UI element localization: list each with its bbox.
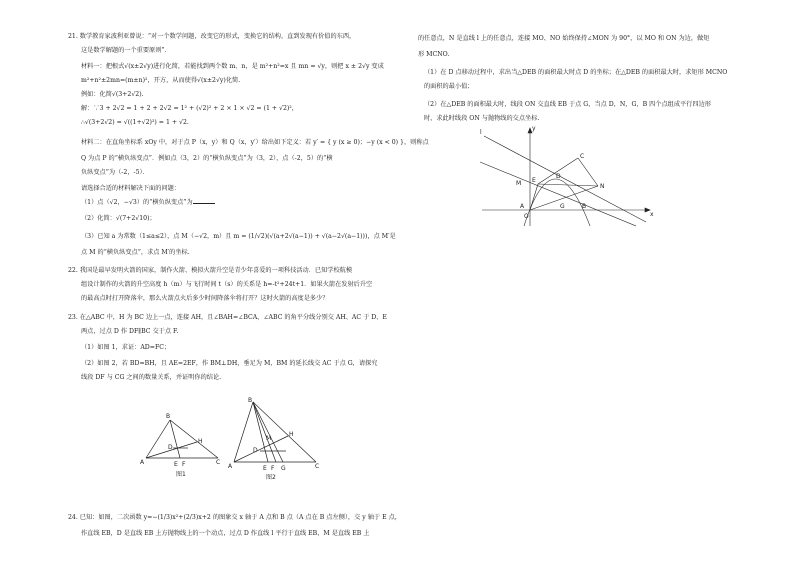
q24-right-line4: 的面积的最小值； (424, 83, 474, 90)
fig24-label-E: E (532, 177, 536, 184)
q21-material1-b: m²+n²±2mn=(m±n)²，开方，从而使得√(x±2√y)化简. (81, 77, 241, 84)
q22-line1: 22. 我国是最早发明火箭的国家，制作火箭、模拟火箭升空是青少年喜爱的一项科技活动．已知学校航模 (68, 267, 353, 274)
q23-sub2-b: 线段 DF 与 CG 之间的数量关系，并证明你的结论. (81, 374, 222, 381)
fig2-label-E: E (263, 465, 267, 472)
q24-line2: 作直线 EB，D 是直线 EB 上方抛物线上的一个动点，过点 D 作直线 l 平行于直线 EB，M 是直线 EB 上 (81, 530, 370, 537)
fig2-label-F: F (271, 465, 275, 472)
fig24-label-D: D (556, 173, 561, 180)
q23-sub2-a: （2）如图 2，若 BD=BH，且 AE=2EF，作 BM⊥DH，垂足为 M，BM 的延长线交 AC 于点 G，请探究 (81, 360, 378, 367)
q24-right-line6: 时，求此时线段 ON 与抛物线的交点坐标. (424, 115, 540, 122)
fig1-caption: 图1 (176, 471, 186, 478)
fig1-label-E: E (174, 461, 178, 468)
q23-sub1: （1）如图 1，求证：AD=FC； (81, 344, 171, 351)
q22-line3: 的最高点时打开降落伞，那么火箭点火后多少时间降落伞将打开？这时火箭的高度是多少？ (81, 295, 329, 302)
fig1-label-H: H (198, 438, 203, 445)
fig2-label-B: B (248, 397, 253, 404)
q21-example-line1: 解：∵3 + 2√2 = 1 + 2 + 2√2 = 1² + (√2)² + 2 × 1 × √2 = (1 + √2)²， (81, 105, 298, 112)
q21-intro-line1: 21. 数学教育家波利亚曾说：“对一个数学问题，改变它的形式，变换它的结构，直到发现有价值的东西， (68, 33, 356, 40)
fig1-label-C: C (216, 459, 221, 466)
q21-task: 请选择合适的材料解决下面的问题： (81, 185, 180, 192)
fig1-label-B: B (166, 413, 171, 420)
q23-line2: 两点，过点 D 作 DF∥BC 交于点 F. (81, 328, 179, 335)
fig24-label-x: x (650, 211, 654, 218)
q21-sub3-a: （3）已知 a 为常数（1≤a≤2），点 M（−√2，m）且 m = (1/√2)(√(a+2√(a−1)) + √(a−2√(a−1)))，点 M′是 (81, 233, 396, 240)
q21-example-label: 例如：化简√(3+2√2). (81, 91, 144, 98)
q21-sub1 (81, 197, 215, 208)
q21-material2-b: Q 为点 P 的“横负纵变点”．例如点（3，2）的“横负纵变点”为（3，2），点（-2，5）的“横 (81, 155, 333, 162)
q23-figures (140, 396, 340, 480)
q24-figure-lines (480, 128, 650, 226)
q21-sub1-text: （1）点（√2，−√3）的“横负纵变点”为 (81, 199, 193, 206)
fig24-label-l: l (480, 129, 482, 136)
fig24-label-y: y (532, 125, 536, 132)
fig24-label-A: A (520, 203, 525, 210)
q24-right-line1: 的任意点，N 是直线 l 上的任意点，连接 MO、NO 始终保持∠MON 为 90°，以 MO 和 ON 为边，做矩 (418, 35, 710, 42)
fig24-label-C: C (580, 153, 585, 160)
fig24-label-M: M (516, 180, 522, 187)
answer-blank (193, 197, 215, 204)
fig2-label-C: C (315, 463, 320, 470)
fig2-label-H: H (289, 431, 294, 438)
q24-figure (472, 122, 662, 228)
q24-right-line2: 形 MCNO. (418, 51, 450, 58)
fig1-label-D: D (168, 444, 173, 451)
fig2-caption: 图2 (266, 474, 276, 480)
figure2-lines (234, 402, 316, 462)
fig24-label-O: O (524, 213, 529, 220)
q21-material2-a: 材料二：在直角坐标系 xOy 中，对于点 P（x，y）和 Q（x，y′）给出如下定义：若 y′ = { y (x ≥ 0)；−y (x < 0) }，则称点 (81, 139, 429, 146)
q21-material1-a: 材料一：把根式√(x±2√y)进行化简，若能找到两个数 m、n，是 m²+n²=x 且 mn = √y，则把 x ± 2√y 变成 (81, 63, 384, 70)
figure1-lines (146, 420, 218, 458)
fig2-label-D: D (253, 447, 258, 454)
fig2-label-G: G (281, 465, 286, 472)
q22-line2: 组设计制作的火箭的升空高度 h（m）与飞行时间 t（s）的关系是 h=-t²+24t+1．如果火箭在发射后升空 (81, 281, 373, 288)
fig24-label-G: G (560, 203, 565, 210)
q23-line1: 23. 在△ABC 中，H 为 BC 边上一点，连接 AH，且∠BAH=∠BCA，∠ABC 的角平分线分别交 AH、AC 于 D、E (68, 314, 387, 321)
fig2-label-A: A (228, 463, 233, 470)
fig2-label-M: M (266, 435, 272, 442)
fig1-label-A: A (140, 459, 145, 466)
q24-line1: 24. 已知：如图，二次函数 y=−(1/3)x²+(2/3)x+2 的图象交 x 轴于 A 点和 B 点（A 点在 B 点左侧），交 y 轴于 E 点， (68, 514, 401, 521)
q21-example-line2: ∴√(3+2√2) = √((1+√2)²) = 1 + √2. (81, 119, 189, 126)
q24-right-line5: （2）在△DEB 的面积最大时，线段 ON 交直线 EB 于点 G，当点 D，N，G，B 四个点组成平行四边形 (424, 101, 711, 108)
q24-right-line3: （1）在 D 点移动过程中，求出当△DEB 的面积最大时点 D 的坐标；在△DEB 的面积最大时，求矩形 MCNO (424, 69, 728, 76)
q21-intro-line2: 这是数学解题的一个重要原则”． (81, 47, 171, 54)
q21-sub3-b: 点 M 的“横负纵变点”，求点 M′的坐标. (81, 249, 190, 256)
fig24-label-B: B (582, 203, 587, 210)
fig1-label-F: F (182, 461, 186, 468)
q21-sub2: （2）化简：√(7+2√10)； (81, 215, 156, 222)
q21-material2-c: 负纵变点”为（-2，-5）． (81, 169, 149, 176)
fig24-label-N: N (600, 183, 605, 190)
